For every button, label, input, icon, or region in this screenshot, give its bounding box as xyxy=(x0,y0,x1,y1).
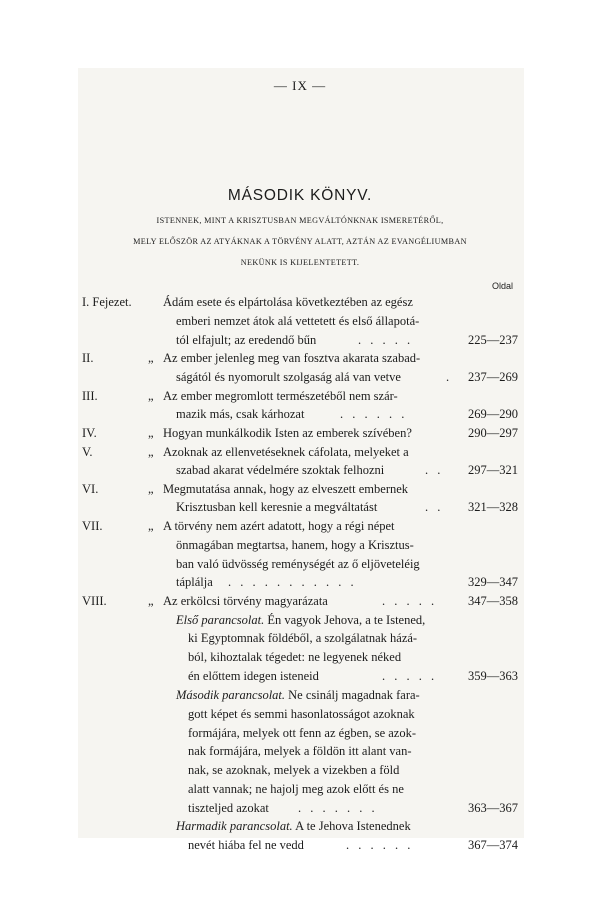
toc-pages: 297—321 xyxy=(468,463,518,477)
toc-line: Én vagyok Jehova, a te Istened, xyxy=(267,613,426,627)
commandment-line xyxy=(176,689,420,702)
toc-line: nak, se azoknak, melyek a vizekben a föld xyxy=(188,763,400,777)
toc-line: ból, kihoztalak tégedet: ne legyenek néked xyxy=(188,650,402,664)
toc-line: Ne csinálj magadnak fara- xyxy=(288,688,420,702)
page-column-label: Oldal xyxy=(492,281,514,291)
toc-line: Az ember megromlott természetéből nem szár- xyxy=(163,389,398,403)
toc-pages: 347—358 xyxy=(468,594,518,608)
chapter-number: II. xyxy=(82,351,94,365)
ditto-mark: „ xyxy=(148,389,154,403)
toc-line: én előttem idegen isteneid xyxy=(188,669,319,683)
toc-line: táplálja xyxy=(176,575,213,589)
commandment-line xyxy=(176,820,411,833)
subtitle-line: MELY ELŐSZÖR AZ ATYÁKNAK A TÖRVÉNY ALATT, AZTÁN AZ EVANGÉLIUMBAN xyxy=(133,237,467,246)
subtitle-line: NEKÜNK IS KIJELENTETETT. xyxy=(240,258,360,267)
toc-line: Az erkölcsi törvény magyarázata xyxy=(163,594,328,608)
toc-line: gott képet és semmi hasonlatosságot azoknak xyxy=(188,707,415,721)
toc-line: szabad akarat védelmére szoktak felhozni xyxy=(176,463,385,477)
toc-pages: 329—347 xyxy=(468,575,518,589)
toc-line: nak formájára, melyek a földön itt alant van- xyxy=(188,744,412,758)
toc-pages: 269—290 xyxy=(468,407,518,421)
toc-line: tiszteljed azokat xyxy=(188,801,269,815)
chapter-number: IV. xyxy=(82,426,97,440)
ditto-mark: „ xyxy=(148,594,154,608)
commandment-line xyxy=(176,614,425,627)
ditto-mark: „ xyxy=(148,519,154,533)
toc-line: A törvény nem azért adatott, hogy a régi népet xyxy=(163,519,395,533)
toc-leader: . . . . . . . xyxy=(298,801,378,815)
subtitle-line: ISTENNEK, MINT A KRISZTUSBAN MEGVÁLTÓNKNAK ISMERETÉRŐL, xyxy=(156,216,444,225)
toc-line: Krisztusban kell keresnie a megváltatást xyxy=(176,500,378,514)
book-title: MÁSODIK KÖNYV. xyxy=(227,187,373,204)
toc-pages: 359—363 xyxy=(468,669,518,683)
toc-pages: 290—297 xyxy=(468,426,518,440)
toc-leader: . . . . . . xyxy=(340,407,408,421)
ditto-mark: „ xyxy=(148,445,154,459)
toc-line: tól elfajult; az eredendő bűn xyxy=(176,333,317,347)
toc-pages: 363—367 xyxy=(468,801,518,815)
chapter-number: VIII. xyxy=(82,594,107,608)
toc-line: Ádám esete és elpártolása következtében az egész xyxy=(163,295,413,309)
chapter-number: VI. xyxy=(82,482,99,496)
toc-leader: . . . . . xyxy=(382,594,438,608)
chapter-number: III. xyxy=(82,389,98,403)
chapter-number: VII. xyxy=(82,519,103,533)
commandment-heading: Harmadik parancsolat. xyxy=(176,819,293,833)
toc-line: A te Jehova Istenednek xyxy=(295,819,411,833)
ditto-mark: „ xyxy=(148,351,154,365)
toc-line: Azoknak az ellenvetéseknek cáfolata, melyeket a xyxy=(163,445,409,459)
toc-line: ságától és nyomorult szolgaság alá van vetve xyxy=(176,370,401,384)
toc-leader: . . . . . xyxy=(358,333,414,347)
toc-leader: . . . . . xyxy=(382,669,438,683)
toc-line: önmagában megtartsa, hanem, hogy a Krisztus- xyxy=(176,538,414,552)
chapter-number: V. xyxy=(82,445,93,459)
ditto-mark: „ xyxy=(148,426,154,440)
toc-pages: 237—269 xyxy=(468,370,518,384)
toc-line: Hogyan munkálkodik Isten az emberek szívében? xyxy=(163,426,412,440)
toc-line: Az ember jelenleg meg van fosztva akarata szabad- xyxy=(163,351,421,365)
toc-leader: . . . . . . xyxy=(346,838,414,852)
toc-line: emberi nemzet átok alá vettetett és első állapotá- xyxy=(176,314,420,328)
page-number: — IX — xyxy=(273,78,327,93)
toc-line: ban való üdvösség reménységét az ő eljöveteléig xyxy=(176,557,420,571)
chapter-prefix: I. Fejezet. xyxy=(82,295,132,309)
toc-pages: 367—374 xyxy=(468,838,518,852)
commandment-heading: Első parancsolat. xyxy=(176,613,265,627)
ditto-mark: „ xyxy=(148,482,154,496)
toc-pages: 321—328 xyxy=(468,500,518,514)
toc-leader: . . . . . . . . . . . xyxy=(228,575,357,589)
toc-line: formájára, melyek ott fenn az égben, se azok- xyxy=(188,726,417,740)
toc-line: ki Egyptomnak földéből, a szolgálatnak házá- xyxy=(188,631,418,645)
toc-line: mazik más, csak kárhozat xyxy=(176,407,305,421)
toc-leader: . xyxy=(446,370,453,384)
toc-line: Megmutatása annak, hogy az elveszett embernek xyxy=(163,482,409,496)
toc-leader: . . xyxy=(425,500,444,514)
toc-line: nevét hiába fel ne vedd xyxy=(188,838,304,852)
toc-pages: 225—237 xyxy=(468,333,518,347)
commandment-heading: Második parancsolat. xyxy=(176,688,286,702)
toc-line: alatt vannak; ne hajolj meg azok előtt és ne xyxy=(188,782,404,796)
toc-leader: . . xyxy=(425,463,444,477)
